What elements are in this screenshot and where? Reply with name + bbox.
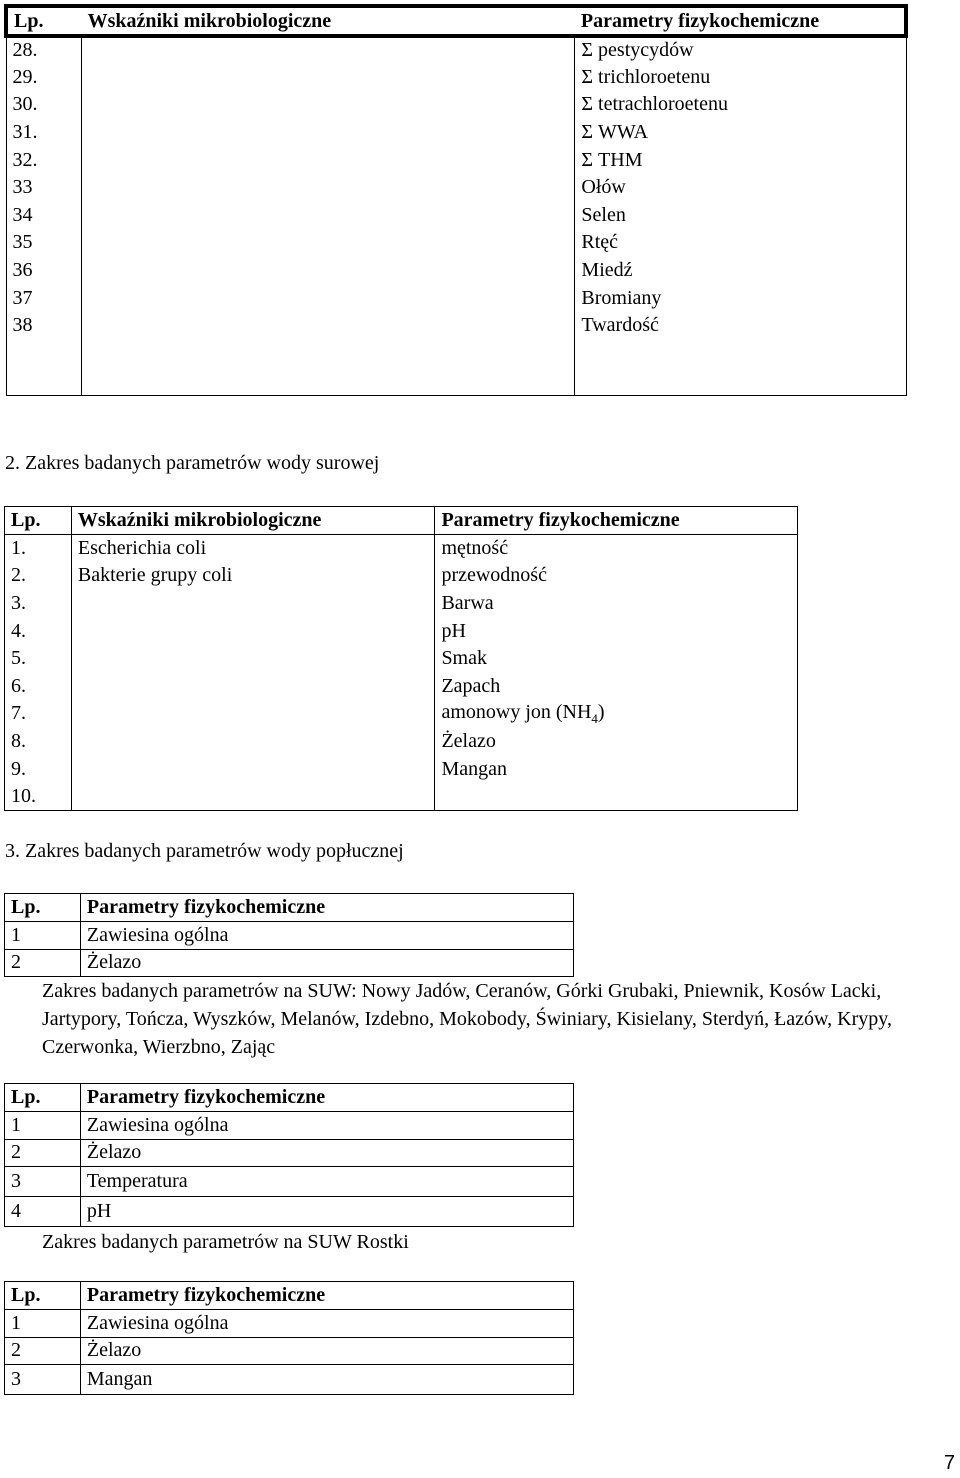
table1-row — [6, 229, 906, 257]
table2-row — [5, 617, 798, 645]
table1-cell: Rtęć — [575, 229, 906, 257]
table2-cell: amonowy jon $(NH_4)$ — [435, 700, 798, 728]
table1-cell: Σ pestycydów — [575, 36, 906, 64]
table4-cell: pH — [80, 1197, 573, 1227]
table1-cell: 33 — [6, 174, 82, 202]
table1-cell: Ołów — [575, 174, 906, 202]
table2 — [4, 506, 798, 811]
table1-row — [6, 202, 906, 230]
table2-row — [5, 562, 798, 590]
table2-cell: mętność — [435, 535, 798, 563]
table1-row — [6, 64, 906, 92]
table4-cell: 1 — [5, 1112, 81, 1140]
table2-cell — [71, 700, 435, 728]
table2-header-micro: Wskaźniki mikrobiologiczne — [71, 507, 435, 535]
table1-cell — [82, 174, 575, 202]
table1-header-micro: Wskaźniki mikrobiologiczne — [82, 6, 575, 36]
table1-cell — [6, 368, 82, 396]
table2-cell: Smak — [435, 645, 798, 673]
table4 — [4, 1083, 574, 1227]
table5-cell: Żelazo — [80, 1337, 573, 1365]
table1-cell — [575, 368, 906, 396]
table2-row — [5, 783, 798, 811]
table2-cell: 1. — [5, 535, 72, 563]
table1-cell: Miedź — [575, 257, 906, 285]
section2-heading: 2. Zakres badanych parametrów wody surowej — [5, 452, 380, 474]
table4-header-phys: Parametry fizykochemiczne — [80, 1084, 573, 1112]
table1-row — [6, 284, 906, 312]
table5-cell: Mangan — [80, 1365, 573, 1395]
table5-row — [5, 1337, 574, 1365]
table1-cell — [82, 284, 575, 312]
table1-row — [6, 146, 906, 174]
table2-row — [5, 672, 798, 700]
table1-cell: Σ WWA — [575, 119, 906, 147]
table2-cell: Barwa — [435, 590, 798, 618]
table1-cell — [82, 36, 575, 64]
table1-cell: 30. — [6, 91, 82, 119]
table5 — [4, 1281, 574, 1395]
table1-row — [6, 174, 906, 202]
table1-cell — [6, 340, 82, 368]
table1-row — [6, 119, 906, 147]
table1-cell: 31. — [6, 119, 82, 147]
table2-cell: 4. — [5, 617, 72, 645]
table3 — [4, 893, 574, 977]
table1-cell: 34 — [6, 202, 82, 230]
table1-cell: 29. — [6, 64, 82, 92]
table2-cell: przewodność — [435, 562, 798, 590]
table1-cell: 36 — [6, 257, 82, 285]
table2-cell: 6. — [5, 672, 72, 700]
table3-cell: 1 — [5, 922, 81, 950]
table3-row — [5, 922, 574, 950]
table1-cell — [82, 146, 575, 174]
table2-cell — [71, 672, 435, 700]
table4-header-row — [5, 1084, 574, 1112]
table1-header-row — [6, 6, 906, 36]
table5-cell: 3 — [5, 1365, 81, 1395]
table1-cell — [82, 229, 575, 257]
table3-header-phys: Parametry fizykochemiczne — [80, 894, 573, 922]
table2-row — [5, 590, 798, 618]
table1 — [4, 4, 908, 396]
table2-cell: 3. — [5, 590, 72, 618]
table3-row — [5, 949, 574, 977]
table4-header-lp: Lp. — [5, 1084, 81, 1112]
table2-row — [5, 645, 798, 673]
table2-row — [5, 535, 798, 563]
table2-header-lp: Lp. — [5, 507, 72, 535]
rostki-paragraph: Zakres badanych parametrów na SUW Rostki — [42, 1231, 409, 1253]
table1-row — [6, 340, 906, 368]
table1-header-lp: Lp. — [6, 6, 82, 36]
table4-cell: Żelazo — [80, 1139, 573, 1167]
table2-cell: Zapach — [435, 672, 798, 700]
table2-row — [5, 700, 798, 728]
table2-cell: Żelazo — [435, 728, 798, 756]
table4-cell: Zawiesina ogólna — [80, 1112, 573, 1140]
table2-cell: Bakterie grupy coli — [71, 562, 435, 590]
table2-cell: 5. — [5, 645, 72, 673]
table1-cell — [82, 119, 575, 147]
table2-cell: 9. — [5, 755, 72, 783]
table1-cell — [82, 91, 575, 119]
table3-cell: Żelazo — [80, 949, 573, 977]
table2-cell — [71, 755, 435, 783]
table2-cell: pH — [435, 617, 798, 645]
table5-row — [5, 1310, 574, 1338]
table2-cell: 2. — [5, 562, 72, 590]
table2-cell: Escherichia coli — [71, 535, 435, 563]
section3-heading: 3. Zakres badanych parametrów wody popłucznej — [5, 840, 404, 862]
table5-cell: 2 — [5, 1337, 81, 1365]
table1-cell — [575, 340, 906, 368]
table5-row — [5, 1365, 574, 1395]
table1-cell: 35 — [6, 229, 82, 257]
table1-cell: Bromiany — [575, 284, 906, 312]
table2-row — [5, 755, 798, 783]
table4-cell: 3 — [5, 1167, 81, 1197]
table1-cell — [82, 64, 575, 92]
table1-cell: 38 — [6, 312, 82, 340]
table1-cell: 28. — [6, 36, 82, 64]
table1-cell — [82, 202, 575, 230]
table4-cell: 2 — [5, 1139, 81, 1167]
table1-cell: Σ THM — [575, 146, 906, 174]
table1-row — [6, 36, 906, 64]
table4-row — [5, 1112, 574, 1140]
table2-header-row — [5, 507, 798, 535]
ammonium-close-paren: ) — [597, 700, 605, 723]
table2-cell — [71, 590, 435, 618]
table2-cell — [71, 645, 435, 673]
table2-cell — [71, 728, 435, 756]
table1-cell — [82, 340, 575, 368]
table1-cell: 37 — [6, 284, 82, 312]
table4-cell: Temperatura — [80, 1167, 573, 1197]
table2-cell — [71, 617, 435, 645]
table4-row — [5, 1167, 574, 1197]
table1-row — [6, 91, 906, 119]
table1-header-phys: Parametry fizykochemiczne — [575, 6, 906, 36]
table1-cell — [82, 368, 575, 396]
table3-header-row — [5, 894, 574, 922]
table1-cell — [82, 257, 575, 285]
table5-cell: 1 — [5, 1310, 81, 1338]
table4-row — [5, 1139, 574, 1167]
table2-header-phys: Parametry fizykochemiczne — [435, 507, 798, 535]
table1-cell: Σ tetrachloroetenu — [575, 91, 906, 119]
suw-paragraph: Zakres badanych parametrów na SUW: Nowy Jadów, Ceranów, Górki Grubaki, Pniewnik, Kosów Lacki, Jartypory, Tończa, Wyszków, Melanów, Izdebno, Mokobody, Świniary, Kisielany, Sterdyń, Łazów, Krypy, Czerwonka, Wierzbno, Zając — [42, 980, 892, 1058]
table2-cell: 8. — [5, 728, 72, 756]
table1-cell: Selen — [575, 202, 906, 230]
table3-cell: 2 — [5, 949, 81, 977]
table3-cell: Zawiesina ogólna — [80, 922, 573, 950]
table5-header-phys: Parametry fizykochemiczne — [80, 1282, 573, 1310]
table4-row — [5, 1197, 574, 1227]
table1-row — [6, 257, 906, 285]
table1-cell — [82, 312, 575, 340]
table1-cell: Twardość — [575, 312, 906, 340]
table2-cell — [71, 783, 435, 811]
ammonium-subscript: 4 — [591, 710, 598, 726]
table1-cell: 32. — [6, 146, 82, 174]
table2-cell: 7. — [5, 700, 72, 728]
table2-row — [5, 728, 798, 756]
table5-cell: Zawiesina ogólna — [80, 1310, 573, 1338]
table2-cell: 10. — [5, 783, 72, 811]
table2-cell — [435, 783, 798, 811]
table1-cell: Σ trichloroetenu — [575, 64, 906, 92]
table5-header-row — [5, 1282, 574, 1310]
table1-row — [6, 312, 906, 340]
table2-cell: Mangan — [435, 755, 798, 783]
table1-row — [6, 368, 906, 396]
table5-header-lp: Lp. — [5, 1282, 81, 1310]
table3-header-lp: Lp. — [5, 894, 81, 922]
table4-cell: 4 — [5, 1197, 81, 1227]
page-number: 7 — [943, 1452, 955, 1474]
